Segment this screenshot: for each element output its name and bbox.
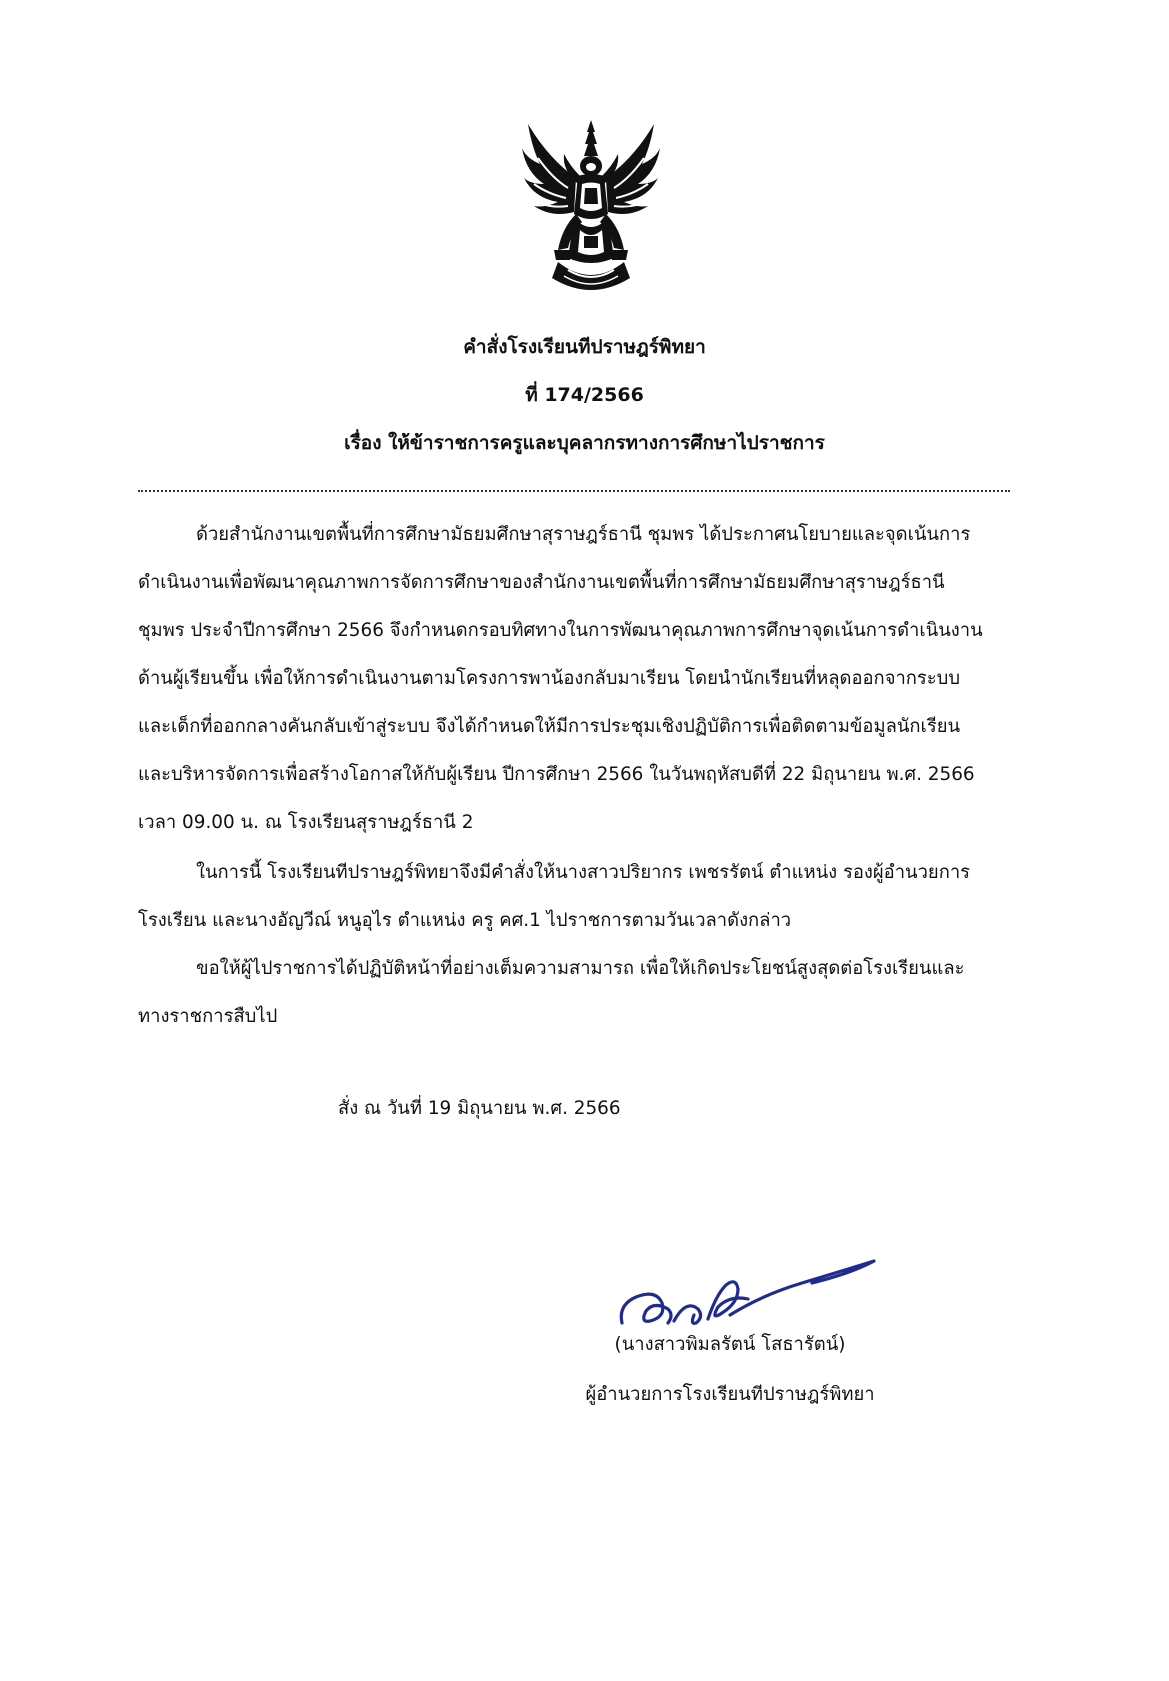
body-line: เวลา 09.00 น. ณ โรงเรียนสุราษฎร์ธานี 2 <box>138 812 474 833</box>
signatory-name: (นางสาวพิมลรัตน์ โสธารัตน์) <box>614 1334 846 1355</box>
body-line: ในการนี้ โรงเรียนทีปราษฎร์พิทยาจึงมีคำสั่งให้นางสาวปริยากร เพชรรัตน์ ตำแหน่ง รองผู้อำนวยการ <box>196 862 971 883</box>
dotted-divider <box>138 490 1010 492</box>
body-line: ด้วยสำนักงานเขตพื้นที่การศึกษามัธยมศึกษาสุราษฎร์ธานี ชุมพร ได้ประกาศนโยบายและจุดเน้นการ <box>196 524 971 545</box>
order-title: คำสั่งโรงเรียนทีปราษฎร์พิทยา <box>463 336 706 358</box>
garuda-emblem-icon <box>518 118 664 294</box>
body-line: ทางราชการสืบไป <box>138 1006 278 1027</box>
order-date: สั่ง ณ วันที่ 19 มิถุนายน พ.ศ. 2566 <box>338 1098 621 1119</box>
handwritten-signature <box>612 1255 882 1335</box>
signatory-position: ผู้อำนวยการโรงเรียนทีปราษฎร์พิทยา <box>585 1384 875 1405</box>
order-subject: เรื่อง ให้ข้าราชการครูและบุคลากรทางการศึกษาไปราชการ <box>344 432 825 454</box>
body-line: ชุมพร ประจำปีการศึกษา 2566 จึงกำหนดกรอบทิศทางในการพัฒนาคุณภาพการศึกษาจุดเน้นการดำเนินงาน <box>138 620 983 641</box>
body-line: และบริหารจัดการเพื่อสร้างโอกาสให้กับผู้เรียน ปีการศึกษา 2566 ในวันพฤหัสบดีที่ 22 มิถุนายน พ.ศ. 2566 <box>138 764 975 785</box>
body-line: ดำเนินงานเพื่อพัฒนาคุณภาพการจัดการศึกษาของสำนักงานเขตพื้นที่การศึกษามัธยมศึกษาสุราษฎร์ธานี <box>138 572 945 593</box>
order-number: ที่ 174/2566 <box>525 384 644 406</box>
body-line: และเด็กที่ออกกลางคันกลับเข้าสู่ระบบ จึงได้กำหนดให้มีการประชุมเชิงปฏิบัติการเพื่อติดตามข้อมูลนักเรียน <box>138 716 961 737</box>
body-line: ขอให้ผู้ไปราชการได้ปฏิบัติหน้าที่อย่างเต็มความสามารถ เพื่อให้เกิดประโยชน์สูงสุดต่อโรงเรียนและ <box>196 958 965 979</box>
body-line: โรงเรียน และนางอัญวีณ์ หนูอุไร ตำแหน่ง ครู คศ.1 ไปราชการตามวันเวลาดังกล่าว <box>138 910 792 931</box>
body-line: ด้านผู้เรียนขึ้น เพื่อให้การดำเนินงานตามโครงการพาน้องกลับมาเรียน โดยนำนักเรียนที่หลุดออกจากระบบ <box>138 668 961 689</box>
